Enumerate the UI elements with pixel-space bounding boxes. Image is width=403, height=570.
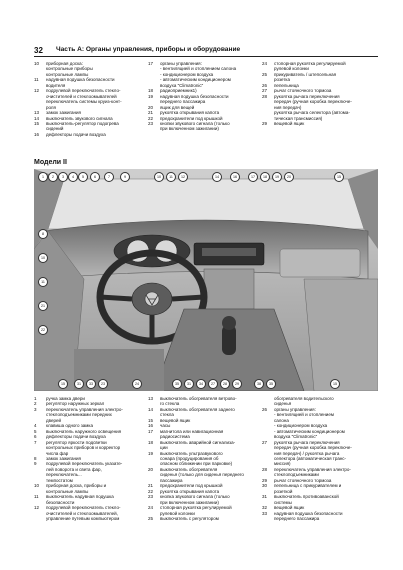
legend-item: 18 радиоприемник1) — [148, 88, 197, 94]
legend-item: 1 ручка замка двери — [34, 396, 85, 401]
legend-item: 21 рукоятка открывания капота — [148, 110, 220, 116]
legend-item: 29 рычаг стояночного тормоза — [262, 477, 332, 483]
legend-item: 17 магнитола или навигационная радиосистема — [148, 428, 224, 440]
callout-marker: 22 — [38, 325, 48, 335]
callout-marker: 31 — [184, 379, 194, 389]
legend-item: 26 пепельница — [262, 82, 299, 88]
callout-marker: 15 — [334, 172, 344, 182]
legend-item: 24 стопорная рукоятка регулируемой рулевой колонки — [148, 505, 232, 516]
legend-item: 5 выключатель наружного освещения — [34, 428, 122, 434]
callout-marker: 27 — [208, 379, 218, 389]
legend-item: 23 кнопка звукового сигнала (только при включенном зажигании) — [148, 494, 230, 505]
legend-item: 24 стопорная рукоятка регулируемой рулевой колонки — [262, 61, 346, 72]
legend-item: 15 выключатель-регулятор подогрева сидений — [34, 120, 119, 132]
callout-marker: 29 — [232, 379, 242, 389]
page-number: 32 — [34, 46, 43, 55]
callout-marker: 17 — [248, 172, 258, 182]
legend-item: 7 регулятор яркости подсветки контрольных приборов и корректор числа фар — [34, 439, 121, 456]
callout-marker: 19 — [272, 172, 282, 182]
callout-marker: 35 — [172, 379, 182, 389]
dashboard-illustration — [34, 169, 378, 391]
bottom-legend-col2 — [148, 396, 260, 521]
legend-item: 3 переключатель управления электро- стеклоподъемниками передних дверей — [34, 406, 123, 423]
legend-item: 27 рычаг стояночного тормоза — [262, 88, 332, 94]
top-legend-col2 — [148, 61, 260, 132]
legend-item: 25 прикуриватель / штепсельная розетка — [262, 71, 337, 83]
legend-item: 4 клавиша одного замка — [34, 423, 93, 429]
callout-marker: 31 — [74, 379, 84, 389]
legend-item: 21 предохранители под крышкой — [148, 483, 223, 489]
legend-item: 16 часы — [148, 423, 171, 429]
legend-item: 31 выключатель противоаванской системы — [262, 494, 339, 505]
callout-marker: 15 — [330, 379, 340, 389]
callout-marker: 5 — [78, 172, 88, 182]
legend-item: 18 выключатель аварийной сигнализа- ции — [148, 439, 236, 451]
legend-item: 14 выключатель звукового сигнала — [34, 115, 113, 121]
legend-item: 12 подрулевой переключатель стекло- очистителей и стеклоомывателей переключатель системы круиз-конт- роля — [34, 88, 122, 110]
legend-item: 16 дефлекторы подачи воздуха — [34, 131, 106, 137]
page-header — [34, 46, 378, 56]
callout-marker: 6 — [90, 172, 100, 182]
legend-item: рукоятка рычага селектора (автома- тическая трансмиссия) — [274, 110, 350, 121]
callout-marker: 28 — [220, 379, 230, 389]
callout-marker: 23 — [98, 379, 108, 389]
legend-item: 2 регулятор наружных зеркал — [34, 401, 105, 407]
legend-item: 20 ящик для вещей — [148, 104, 195, 110]
callout-marker: 1 — [38, 172, 48, 182]
callout-marker: 15 — [58, 379, 68, 389]
legend-item: 22 рукоятка открывания капота — [148, 488, 220, 494]
callout-marker: 10 — [154, 172, 164, 182]
callout-marker: 8 — [38, 229, 48, 239]
callout-marker: 34 — [196, 379, 206, 389]
legend-item: обогревателя водительского сиденья — [274, 396, 334, 407]
callout-marker: 14 — [212, 172, 222, 182]
legend-item: 27 рукоятка рычага переключения передач (ручная коробка переключе- ния передач) / рукоятка рычага селектора (автоматическая транс- миссия) — [262, 439, 352, 467]
callout-marker: 33 — [86, 379, 96, 389]
callout-marker: 24 — [132, 379, 142, 389]
callout-marker: 10 — [38, 253, 48, 263]
callout-marker: 3 — [58, 172, 68, 182]
legend-item: 11 надувная подушка безопасности водителя — [34, 77, 115, 88]
chapter-title: Часть А: Органы управления, приборы и оборудование — [56, 46, 241, 53]
model-title: Модели II — [34, 159, 67, 166]
callout-marker: 4 — [68, 172, 78, 182]
legend-item: 28 переключатель управления электро- стеклоподъемниками — [262, 466, 351, 478]
legend-item: 26 органы управления: - вентиляцией и отоплением салона - кондиционером воздуха - автоматическим кондиционером воздуха "Climatronic" — [262, 406, 345, 440]
legend-item: 23 кнопки звукового сигнала (только при включенном зажигании) — [148, 120, 230, 132]
callout-marker: 9 — [120, 172, 130, 182]
legend-item: 33 надувная подушка безопасности переднего пассажира — [262, 510, 343, 521]
top-legend-col1 — [34, 61, 144, 137]
callout-marker: 21 — [38, 301, 48, 311]
legend-item: 6 дефлекторы подачи воздуха — [34, 434, 106, 440]
legend-item: 19 выключатель ультразвукового сонара (продуцирования об опасном сближении при парковке) — [148, 450, 233, 467]
legend-item: 29 вещевой ящик — [262, 120, 305, 126]
legend-item: 13 выключатель обогревателя ветрово- го стекла — [148, 396, 237, 407]
legend-item: 9 подрулевой переключатель указате- лей поворота и света фар, — [34, 461, 123, 472]
legend-item: 25 выключатель с регулятором — [148, 515, 219, 521]
callout-marker: 18 — [260, 172, 270, 182]
legend-item: 10 приборная доска: контрольные приборы контрольные лампы — [34, 61, 93, 77]
legend-item: 32 вещевой ящик — [262, 505, 305, 511]
bottom-legend-col3 — [262, 396, 378, 521]
header-rule — [34, 56, 378, 57]
callout-marker: 7 — [104, 172, 114, 182]
legend-item: 13 замок зажигания — [34, 110, 81, 116]
legend-item: 22 предохранители под крышкой — [148, 115, 223, 121]
callout-marker: 2 — [48, 172, 58, 182]
callout-marker: 11 — [166, 172, 176, 182]
legend-item: 14 выключатель обогревателя заднего стекла — [148, 406, 235, 418]
bottom-legend-col1 — [34, 396, 144, 521]
legend-item: 17 органы управления: - вентиляцией и отоплением салона - кондиционером воздуха - автоматическим кондиционером воздуха "Climatronic" — [148, 61, 237, 88]
callout-marker: 16 — [230, 172, 240, 182]
legend-item: 15 вещевой ящик — [148, 417, 191, 423]
legend-item: 12 подрулевой переключатель стекло- очистителей и стеклоомывателей, управление путевым компьютером — [34, 505, 121, 521]
legend-item: 20 выключатель обогревателя сиденья (только для сиденья переднего пассажира — [148, 466, 244, 483]
legend-item: 10 приборная доска, приборы и контрольные лампы — [34, 483, 107, 494]
callout-marker: 35 — [266, 379, 276, 389]
legend-item: 19 надувная подушка безопасности переднего пассажира — [148, 93, 229, 105]
callout-marker: 11 — [38, 277, 48, 287]
top-legend-col3 — [262, 61, 378, 126]
legend-item: 30 пепельница с прикуривателем и розеткой — [262, 483, 342, 494]
legend-item: 8 замок зажигания — [34, 455, 81, 461]
callout-marker: 12 — [178, 172, 188, 182]
legend-item: 11 выключатель надувная подушка безопасности — [34, 494, 114, 505]
callout-marker: 38 — [254, 379, 264, 389]
callout-marker: 20 — [284, 172, 294, 182]
legend-item: переключатель... темпостатом — [46, 472, 82, 483]
dashboard-figure — [34, 169, 378, 391]
legend-item: 28 рукоятка рычага переключения передач (ручная коробка переключе- ния передач) — [262, 93, 352, 110]
